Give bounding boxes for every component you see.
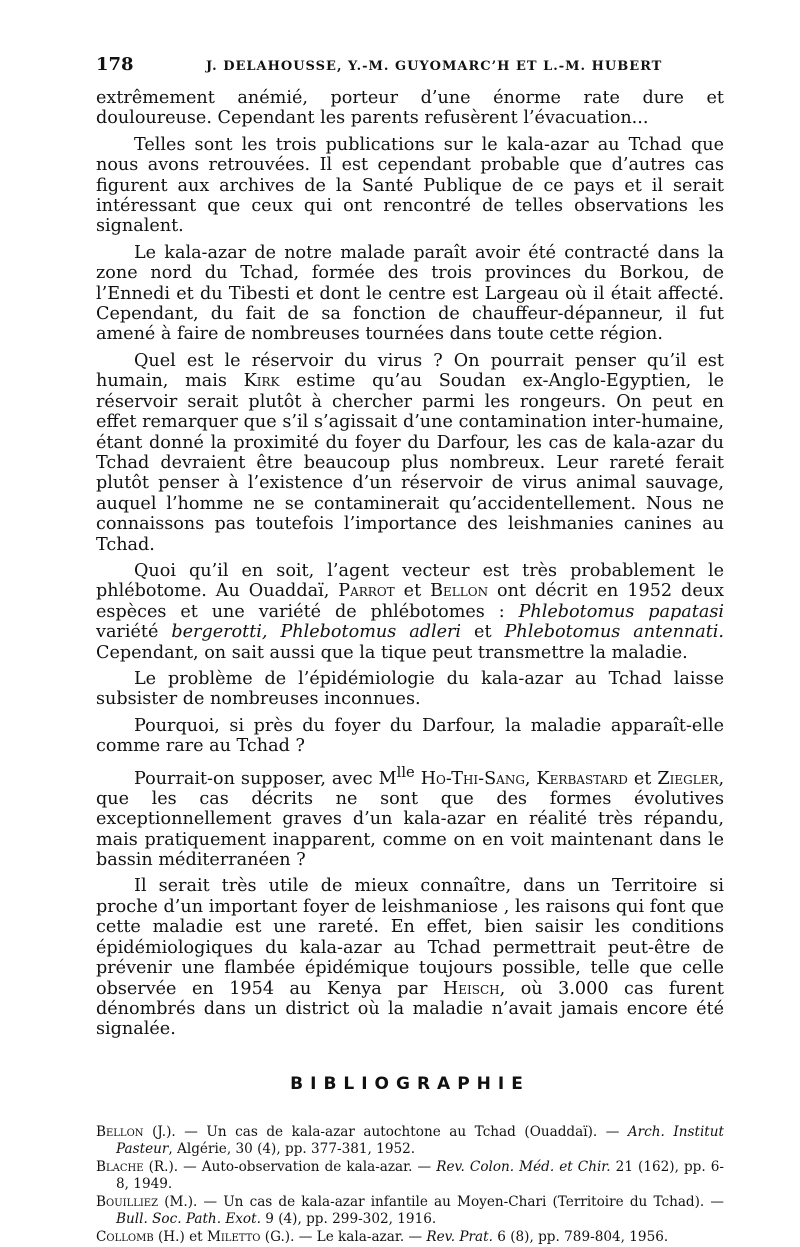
author-name: Kirk (243, 371, 280, 392)
paragraph: Quoi qu’il en soit, l’agent vecteur est très probablement le phlébotome. Au Ouaddaï, Parrot et Bellon ont décrit en 1952 deux espèces et une variété de phlébotomes : Phlebotomus papatasi variété bergerotti, Phlebotomus adleri et Phlebotomus antennati. Cependant, on sait aussi que la tique peut transmettre la maladie. (96, 560, 725, 663)
page-header (96, 54, 724, 88)
author-name: Ho-Thi-Sang (420, 768, 525, 789)
reference-item: Bellon (J.). — Un cas de kala-azar autochtone au Tchad (Ouaddaï). — Arch. Institut Pasteur, Algérie, 30 (4), pp. 377-381, 1952. (96, 1123, 724, 1157)
paragraph: Il serait très utile de mieux connaître, dans un Territoire si proche d’un important foyer de leishmaniose , les raisons qui font que cette maladie est une rareté. En effet, bien saisir les conditions épidémiologiques du kala-azar au Tchad permettrait peut-être de prévenir une flambée épidémique toujours possible, telle que celle observée en 1954 au Kenya par Heisch, où 3.000 cas furent dénombrés dans un district où la maladie n’avait jamais encore été signalée. (96, 876, 724, 1040)
species-name: bergerotti, Phlebotomus adleri (171, 622, 462, 643)
title-abbrev: lle (396, 763, 415, 781)
article-body (96, 88, 724, 1040)
running-title: J. DELAHOUSSE, Y.-M. GUYOMARC’H ET L.-M. HUBERT (206, 59, 663, 74)
paragraph: Pourquoi, si près du foyer du Darfour, la maladie apparaît-elle comme rare au Tchad ? (96, 715, 724, 757)
page-number: 178 (96, 54, 134, 75)
paragraph: Le problème de l’épidémiologie du kala-azar au Tchad laisse subsister de nombreuses inconnues. (96, 668, 724, 710)
author-name: Ziegler (657, 768, 719, 789)
author-name: Kerbastard (536, 768, 628, 789)
paragraph: Quel est le réservoir du virus ? On pourrait penser qu’il est humain, mais Kirk estime qu’au Soudan ex-Anglo-Egyptien, le réservoir serait plutôt à chercher parmi les rongeurs. On peut en effet remarquer que s’il s’agissait d’une contamination inter-humaine, étant donné la proximité du foyer du Darfour, les cas de kala-azar du Tchad devraient être beaucoup plus nombreux. Leur rareté ferait plutôt penser à l’existence d’un réservoir de virus animal sauvage, auquel l’homme ne se contaminerait qu’accidentellement. Nous ne connaissons pas toutefois l’importance des leishmanies canines au Tchad. (96, 350, 724, 555)
reference-item: Collomb (H.) et Miletto (G.). — Le kala-azar. — Rev. Prat. 6 (8), pp. 789-804, 1956. (96, 1228, 669, 1245)
reference-item: Blache (R.). — Auto-observation de kala-azar. — Rev. Colon. Méd. et Chir. 21 (162), pp. 6-8, 1949. (96, 1158, 724, 1192)
reference-item: Bouilliez (M.). — Un cas de kala-azar infantile au Moyen-Chari (Territoire du Tchad). — Bull. Soc. Path. Exot. 9 (4), pp. 299-302, 1916. (96, 1193, 724, 1227)
bibliography-title: BIBLIOGRAPHIE (290, 1073, 530, 1094)
paragraph: Telles sont les trois publications sur le kala-azar au Tchad que nous avons retrouvées. Il est cependant probable que d’autres cas figurent aux archives de la Santé Publique de ce pays et il serait intéressant que ceux qui ont rencontré de telles observations les signalent. (96, 134, 724, 237)
paragraph: Pourrait-on supposer, avec $M^{lle}$ Ho-Thi-Sang, Kerbastard et Ziegler, que les cas décrits ne sont que des formes évolutives exceptionnellement graves d’un kala-azar en réalité très répandu, mais pratiquement inapparent, comme on en voit maintenant dans le bassin méditerranéen ? (96, 763, 725, 871)
reference-list (96, 1124, 724, 1246)
author-name: Heisch (442, 978, 500, 999)
species-name: Phlebotomus antennati. (504, 622, 725, 643)
author-name: Bellon (430, 581, 489, 602)
paragraph: extrêmement anémié, porteur d’une énorme rate dure et douloureuse. Cependant les parents refusèrent l’évacuation... (96, 88, 724, 129)
page (96, 54, 724, 1247)
species-name: Phlebotomus papatasi (518, 601, 724, 622)
paragraph: Le kala-azar de notre malade paraît avoir été contracté dans la zone nord du Tchad, formée des trois provinces du Borkou, de l’Ennedi et du Tibesti et dont le centre est Largeau où il était affecté. Cependant, du fait de sa fonction de chauffeur-dépanneur, il fut amené à faire de nombreuses tournées dans toute cette région. (96, 242, 724, 345)
author-name: Parrot (338, 581, 395, 602)
